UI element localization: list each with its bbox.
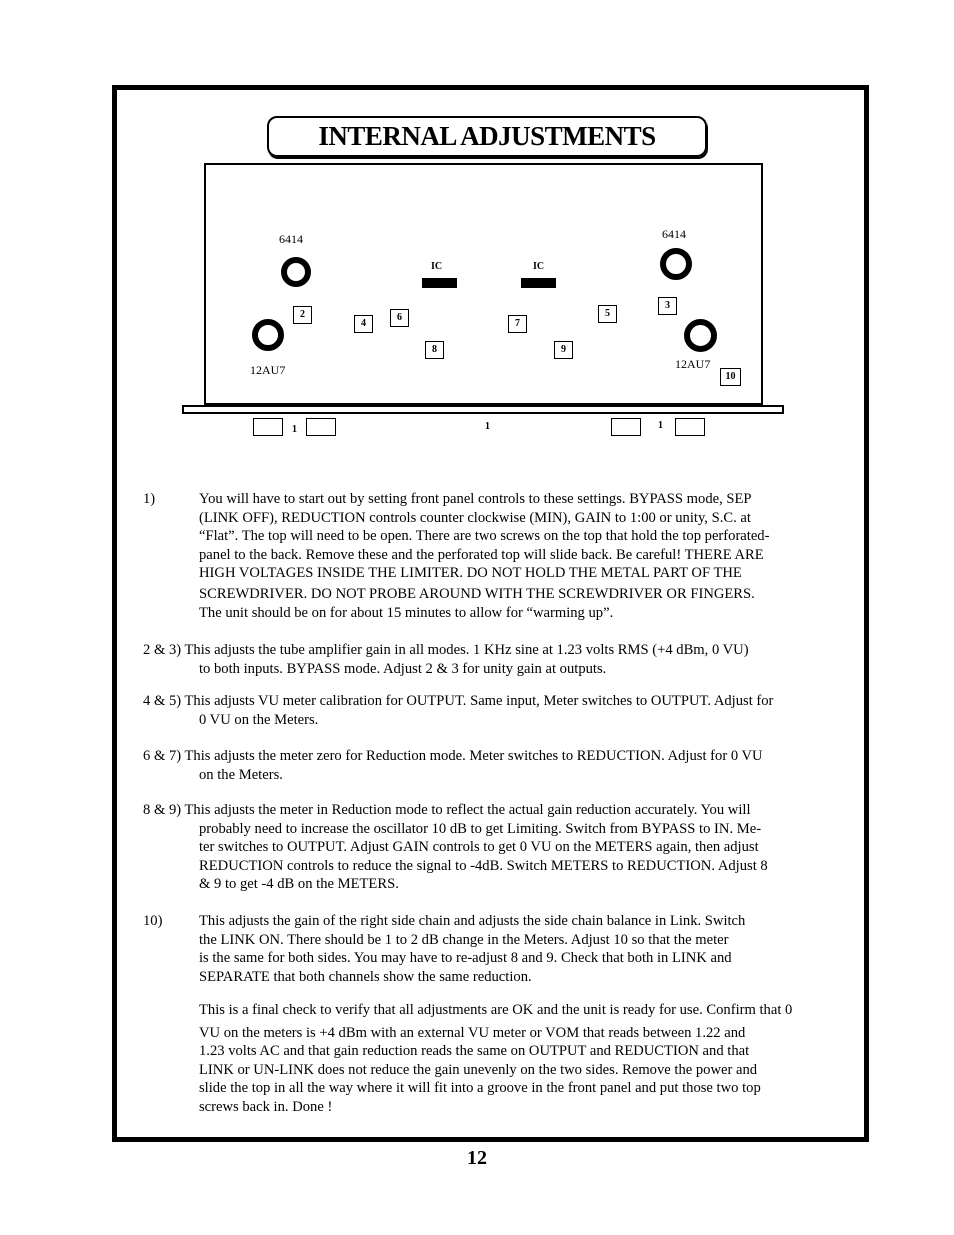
- front-tab-right-b: [675, 418, 705, 436]
- step-line: “Flat”. The top will need to be open. There are two screws on the top that hold the top perforated-: [199, 528, 770, 545]
- front-label-right: 1: [658, 420, 663, 431]
- front-label-left: 1: [292, 424, 297, 435]
- step-line: This adjusts the gain of the right side chain and adjusts the side chain balance in Link. Switch: [199, 913, 746, 929]
- step-line: ter switches to OUTPUT. Adjust GAIN controls to get 0 VU on the METERS again, then adjust: [199, 839, 759, 856]
- step-line: screws back in. Done !: [199, 1098, 333, 1115]
- trim-6: 6: [390, 309, 409, 327]
- trim-5: 5: [598, 305, 617, 323]
- step-line: 4 & 5) This adjusts VU meter calibration for OUTPUT. Same input, Meter switches to OUTPUT. Adjust for: [143, 693, 774, 709]
- step-line: HIGH VOLTAGES INSIDE THE LIMITER. DO NOT HOLD THE METAL PART OF THE: [199, 565, 742, 582]
- step-number: 10): [143, 913, 163, 929]
- step-line: The unit should be on for about 15 minutes to allow for “warming up”.: [199, 604, 614, 621]
- front-tab-left-a: [253, 418, 283, 436]
- step-6-7: [143, 747, 855, 784]
- step-10: [143, 912, 855, 986]
- final-check: [143, 1001, 855, 1117]
- trim-3: 3: [658, 297, 677, 315]
- step-8-9: [143, 801, 855, 894]
- step-line: VU on the meters is +4 dBm with an external VU meter or VOM that reads between 1.22 and: [199, 1024, 746, 1041]
- step-line: probably need to increase the oscillator 10 dB to get Limiting. Switch from BYPASS to IN. Me-: [199, 820, 762, 837]
- ic-label-left: IC: [431, 261, 443, 272]
- step-line: is the same for both sides. You may have to re-adjust 8 and 9. Check that both in LINK and: [199, 950, 732, 967]
- trim-4: 4: [354, 315, 373, 333]
- step-line: 0 VU on the Meters.: [199, 711, 319, 728]
- tube-12au7-right: [684, 319, 717, 352]
- step-line: SCREWDRIVER. DO NOT PROBE AROUND WITH THE SCREWDRIVER OR FINGERS.: [199, 585, 755, 602]
- trim-10: 10: [720, 368, 741, 386]
- step-line: 1.23 volts AC and that gain reduction reads the same on OUTPUT and REDUCTION and that: [199, 1043, 750, 1060]
- step-line: You will have to start out by setting front panel controls to these settings. BYPASS mode, SEP: [199, 491, 752, 507]
- ic-chip-right: [521, 278, 556, 288]
- page-number: 12: [467, 1147, 487, 1169]
- step-1: [143, 490, 855, 622]
- front-panel-bar: [182, 405, 784, 414]
- tube-6414-right: [660, 248, 692, 280]
- step-line: 8 & 9) This adjusts the meter in Reduction mode to reflect the actual gain reduction accurately. You will: [143, 802, 751, 818]
- step-line: SEPARATE that both channels show the same reduction.: [199, 968, 532, 985]
- tube-label-top-right: 6414: [662, 227, 686, 241]
- step-number: 1): [143, 491, 156, 507]
- ic-label-right: IC: [533, 261, 545, 272]
- tube-label-bottom-left: 12AU7: [250, 363, 286, 377]
- step-line: 6 & 7) This adjusts the meter zero for Reduction mode. Meter switches to REDUCTION. Adjust for 0 VU: [143, 748, 763, 764]
- step-line: (LINK OFF), REDUCTION controls counter clockwise (MIN), GAIN to 1:00 or unity, S.C. at: [199, 509, 751, 526]
- trim-2: 2: [293, 306, 312, 324]
- step-line: panel to the back. Remove these and the perforated top will slide back. Be careful! THERE ARE: [199, 546, 764, 563]
- tube-label-top-left: 6414: [279, 232, 303, 246]
- step-line: & 9 to get -4 dB on the METERS.: [199, 876, 399, 893]
- step-4-5: [143, 692, 855, 729]
- front-tab-right-a: [611, 418, 641, 436]
- front-tab-left-b: [306, 418, 336, 436]
- step-line: This is a final check to verify that all adjustments are OK and the unit is ready for use. Confirm that 0: [199, 1002, 793, 1018]
- tube-12au7-left: [252, 319, 284, 351]
- step-2-3: [143, 641, 855, 678]
- trim-7: 7: [508, 315, 527, 333]
- tube-6414-left: [281, 257, 311, 287]
- title-box: [267, 116, 707, 157]
- step-line: slide the top in all the way where it will fit into a groove in the front panel and put those two top: [199, 1080, 761, 1097]
- ic-chip-left: [422, 278, 457, 288]
- step-line: to both inputs. BYPASS mode. Adjust 2 & 3 for unity gain at outputs.: [199, 660, 607, 677]
- trim-9: 9: [554, 341, 573, 359]
- page-title: INTERNAL ADJUSTMENTS: [318, 121, 656, 151]
- step-line: REDUCTION controls to reduce the signal to -4dB. Switch METERS to REDUCTION. Adjust 8: [199, 857, 768, 874]
- tube-label-bottom-right: 12AU7: [675, 357, 711, 371]
- step-line: LINK or UN-LINK does not reduce the gain unevenly on the two sides. Remove the power and: [199, 1061, 758, 1078]
- step-line: 2 & 3) This adjusts the tube amplifier gain in all modes. 1 KHz sine at 1.23 volts RMS (+4 dBm, 0 VU): [143, 642, 749, 658]
- front-label-center: 1: [485, 421, 490, 432]
- trim-8: 8: [425, 341, 444, 359]
- step-line: on the Meters.: [199, 766, 283, 783]
- step-line: the LINK ON. There should be 1 to 2 dB change in the Meters. Adjust 10 so that the meter: [199, 931, 729, 948]
